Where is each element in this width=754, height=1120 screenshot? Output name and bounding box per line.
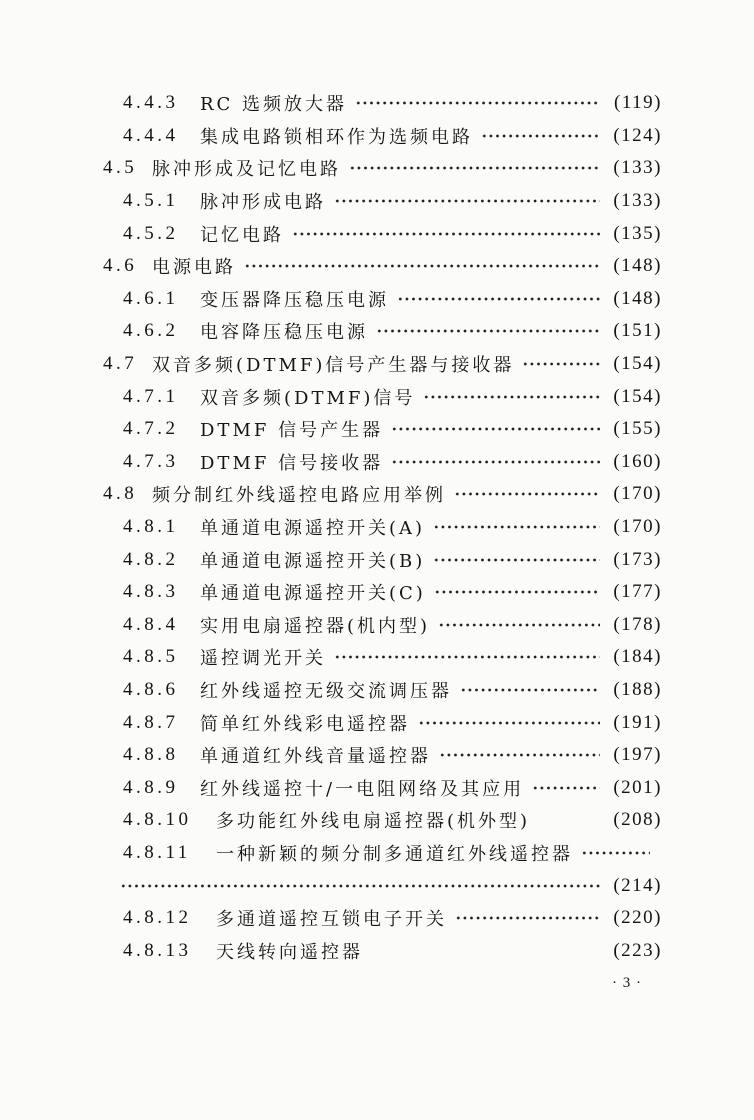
section-title: DTMF 信号接收器 [200, 452, 384, 474]
toc-subsection-entry [0, 120, 662, 153]
toc-subsection-entry [0, 641, 662, 674]
section-title: 双音多频(DTMF)信号产生器与接收器 [152, 355, 515, 377]
leader-gap [538, 815, 600, 825]
dot-leader [355, 98, 600, 108]
section-number: 4.8.7 [123, 711, 179, 733]
dot-leader [397, 294, 600, 304]
section-number: 4.8.9 [123, 776, 179, 798]
toc-subsection-entry [0, 934, 662, 967]
section-title: 多功能红外线电扇遥控器(机外型) [216, 811, 531, 833]
page-number: (220) [613, 907, 662, 929]
section-number: 4.6.2 [123, 320, 179, 342]
dot-leader [438, 620, 600, 630]
page-footer-number: · 3 · [612, 975, 642, 991]
toc-subsection-entry [0, 706, 662, 739]
toc-subsection-entry [0, 446, 662, 479]
page-number: (133) [613, 157, 662, 179]
section-title: 单通道电源遥控开关(B) [200, 550, 426, 572]
page-number: (177) [613, 581, 662, 603]
table-of-contents [0, 87, 754, 967]
toc-section-entry [0, 478, 662, 511]
leader-gap [371, 946, 600, 956]
section-title: 简单红外线彩电遥控器 [200, 713, 410, 735]
dot-leader [434, 587, 600, 597]
dot-leader [481, 131, 600, 141]
section-number: 4.8.1 [123, 516, 179, 538]
dot-leader [334, 652, 600, 662]
page-number: (223) [613, 939, 662, 961]
dot-leader [455, 913, 600, 923]
dot-leader [460, 685, 600, 695]
section-title: 电源电路 [152, 257, 236, 279]
page-number: (155) [613, 418, 662, 440]
section-number: 4.8.3 [123, 581, 179, 603]
section-number: 4.8.10 [123, 809, 192, 831]
toc-subsection-entry [0, 674, 662, 707]
section-number: 4.8.13 [123, 939, 192, 961]
toc-subsection-entry [0, 739, 662, 772]
section-title: RC 选频放大器 [200, 94, 348, 116]
section-title: 单通道红外线音量遥控器 [200, 746, 431, 768]
page-number: (135) [613, 222, 662, 244]
page-number: (208) [613, 809, 662, 831]
section-number: 4.5.2 [123, 222, 179, 244]
section-title: 双音多频(DTMF)信号 [200, 387, 416, 409]
page-number: (148) [613, 287, 662, 309]
section-title: 红外线遥控无级交流调压器 [200, 680, 452, 702]
dot-leader [532, 783, 600, 793]
dot-leader [433, 522, 600, 532]
dot-leader [423, 392, 600, 402]
section-number: 4.8 [103, 483, 138, 505]
toc-subsection-entry [0, 185, 662, 218]
section-title: 记忆电路 [200, 224, 284, 246]
dot-leader [522, 359, 600, 369]
page-number: (119) [614, 92, 662, 114]
section-title: 一种新颖的频分制多通道红外线遥控器 [216, 843, 573, 865]
page-number: (170) [613, 483, 662, 505]
dot-leader [391, 457, 600, 467]
section-number: 4.8.4 [123, 613, 179, 635]
dot-leader [292, 229, 600, 239]
toc-entry-continuation [0, 869, 662, 902]
section-number: 4.8.2 [123, 548, 179, 570]
toc-section-entry [0, 348, 662, 381]
page-number: (201) [613, 776, 662, 798]
dot-leader [349, 163, 600, 173]
toc-subsection-entry [0, 902, 662, 935]
page-number: (133) [613, 190, 662, 212]
page-number: (184) [613, 646, 662, 668]
section-title: 遥控调光开关 [200, 648, 326, 670]
toc-subsection-entry [0, 771, 662, 804]
toc-subsection-entry [0, 283, 662, 316]
toc-section-entry [0, 152, 662, 185]
section-number: 4.7 [103, 353, 138, 375]
dot-leader [391, 424, 600, 434]
dot-leader [120, 881, 600, 891]
toc-subsection-entry [0, 511, 662, 544]
toc-subsection-entry [0, 87, 662, 120]
section-number: 4.5 [103, 157, 138, 179]
page-number: (160) [613, 450, 662, 472]
page-number: (154) [613, 385, 662, 407]
page-number: (170) [613, 516, 662, 538]
page-number: (188) [613, 678, 662, 700]
section-number: 4.4.4 [123, 124, 179, 146]
page-number: (151) [613, 320, 662, 342]
page-number: (173) [613, 548, 662, 570]
section-title: 集成电路锁相环作为选频电路 [200, 126, 473, 148]
section-title: 电容降压稳压电源 [200, 322, 368, 344]
page-number: (197) [613, 744, 662, 766]
dot-leader [581, 848, 650, 858]
section-number: 4.5.1 [123, 190, 179, 212]
section-number: 4.8.6 [123, 678, 179, 700]
section-title: 天线转向遥控器 [216, 941, 363, 963]
dot-leader [439, 750, 600, 760]
page-number: (124) [613, 124, 662, 146]
section-number: 4.4.3 [123, 92, 179, 114]
section-number: 4.8.5 [123, 646, 179, 668]
toc-subsection-entry [0, 609, 662, 642]
toc-subsection-entry [0, 543, 662, 576]
section-number: 4.6 [103, 255, 138, 277]
section-title: 红外线遥控十/一电阻网络及其应用 [200, 778, 525, 800]
section-title: 频分制红外线遥控电路应用举例 [152, 485, 446, 507]
dot-leader [334, 196, 600, 206]
section-title: 脉冲形成及记忆电路 [152, 159, 341, 181]
dot-leader [454, 489, 600, 499]
section-number: 4.7.3 [123, 450, 179, 472]
section-number: 4.8.8 [123, 744, 179, 766]
section-number: 4.6.1 [123, 287, 179, 309]
toc-subsection-entry [0, 315, 662, 348]
dot-leader [418, 718, 600, 728]
section-number: 4.8.11 [123, 841, 191, 863]
section-title: DTMF 信号产生器 [200, 420, 384, 442]
section-title: 脉冲形成电路 [200, 192, 326, 214]
dot-leader [376, 326, 600, 336]
section-title: 实用电扇遥控器(机内型) [200, 615, 431, 637]
toc-subsection-entry [0, 804, 662, 837]
toc-subsection-entry [0, 413, 662, 446]
dot-leader [244, 261, 600, 271]
page-number: (191) [613, 711, 662, 733]
section-number: 4.7.1 [123, 385, 179, 407]
toc-section-entry [0, 250, 662, 283]
page-number: (178) [613, 613, 662, 635]
dot-leader [433, 555, 600, 565]
section-number: 4.8.12 [123, 907, 192, 929]
toc-subsection-entry [0, 837, 662, 870]
page-number: (148) [613, 255, 662, 277]
section-title: 变压器降压稳压电源 [200, 289, 389, 311]
page-number: (214) [613, 874, 662, 896]
toc-subsection-entry [0, 380, 662, 413]
section-title: 多通道遥控互锁电子开关 [216, 909, 447, 931]
section-title: 单通道电源遥控开关(C) [200, 583, 426, 605]
section-number: 4.7.2 [123, 418, 179, 440]
section-title: 单通道电源遥控开关(A) [200, 518, 426, 540]
toc-subsection-entry [0, 217, 662, 250]
page-number: (154) [613, 353, 662, 375]
toc-subsection-entry [0, 576, 662, 609]
